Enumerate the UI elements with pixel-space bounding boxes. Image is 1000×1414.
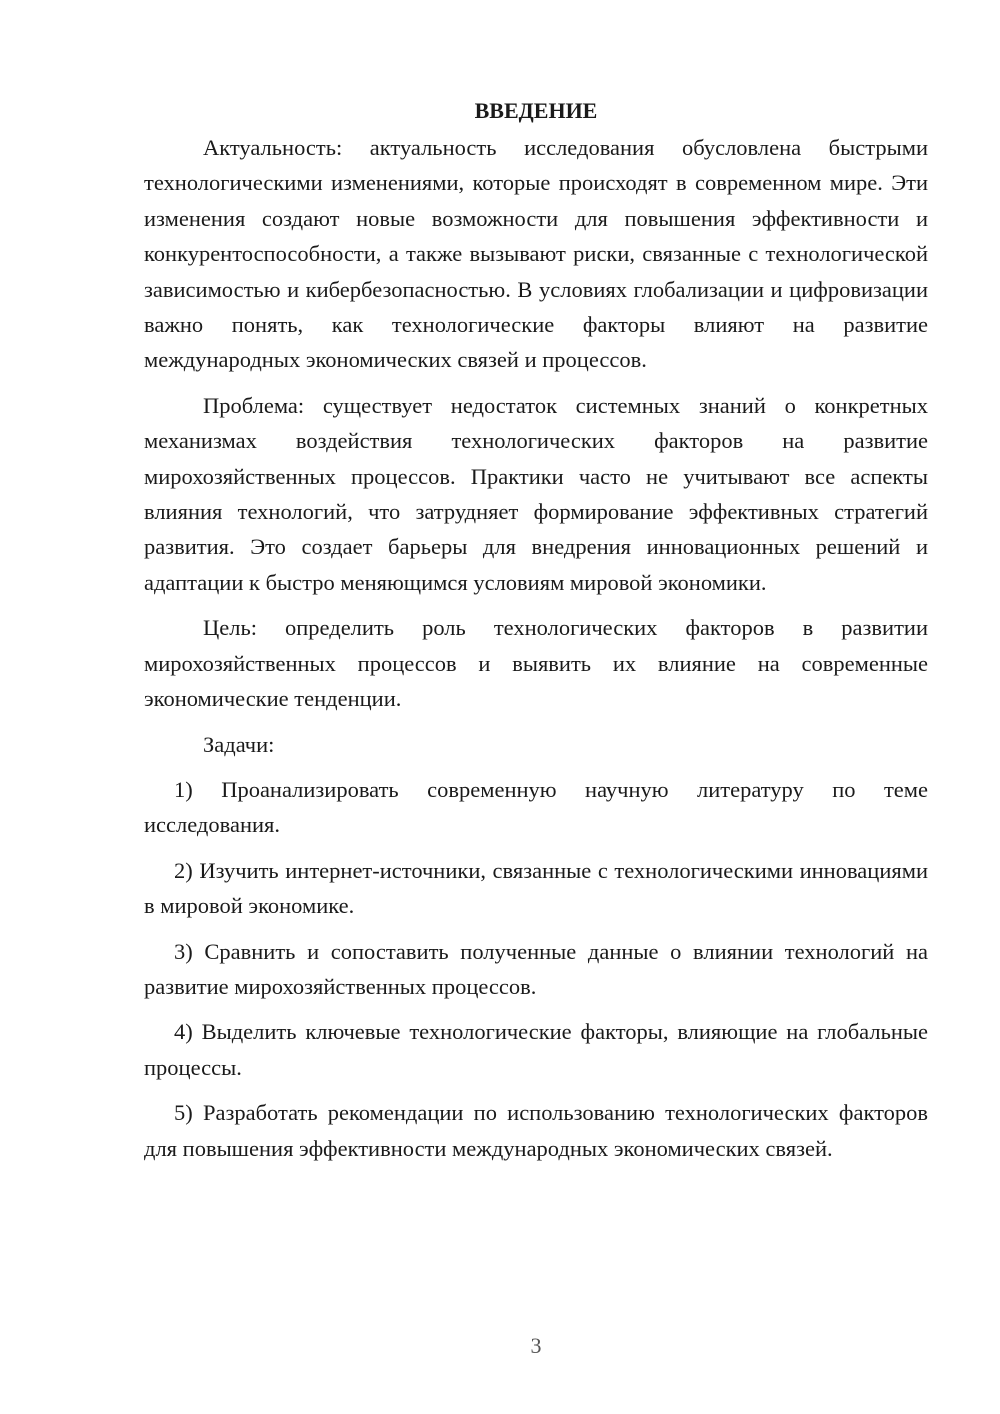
task-item: 5) Разработать рекомендации по использованию технологических факторов для повышения эффективности международных экономических связей. — [144, 1100, 928, 1161]
task-item: 3) Сравнить и сопоставить полученные данные о влиянии технологий на развитие мирохозяйственных процессов. — [144, 938, 928, 999]
paragraph-goal: Цель: определить роль технологических факторов в развитии мирохозяйственных процессов и выявить их влияние на современные экономические тенденции. — [144, 615, 928, 712]
paragraph-problem: Проблема: существует недостаток системных знаний о конкретных механизмах воздействия технологических факторов на развитие мирохозяйственных процессов. Практики часто не учитывают все аспекты влияния технологий, что затрудняет формирование эффективных стратегий развития. Это создает барьеры для внедрения инновационных решений и адаптации к быстро меняющимся условиям мировой экономики. — [144, 392, 928, 595]
task-item: 2) Изучить интернет-источники, связанные с технологическими инновациями в мировой экономике. — [144, 857, 928, 919]
section-heading: ВВЕДЕНИЕ — [474, 98, 598, 123]
task-item: 4) Выделить ключевые технологические факторы, влияющие на глобальные процессы. — [144, 1019, 928, 1080]
tasks-title: Задачи: — [203, 731, 275, 757]
paragraph-relevance: Актуальность: актуальность исследования обусловлена быстрыми технологическими изменениями, которые происходят в современном мире. Эти изменения создают новые возможности для повышения эффективности и конкурентоспособности, а также вызывают риски, связанные с технологической зависимостью и кибербезопасностью. В условиях глобализации и цифровизации важно понять, как технологические факторы влияют на развитие международных экономических связей и процессов. — [144, 135, 928, 373]
task-item: 1) Проанализировать современную научную литературу по теме исследования. — [144, 776, 928, 838]
document-body — [144, 92, 928, 1176]
page-number: 3 — [530, 1333, 542, 1358]
